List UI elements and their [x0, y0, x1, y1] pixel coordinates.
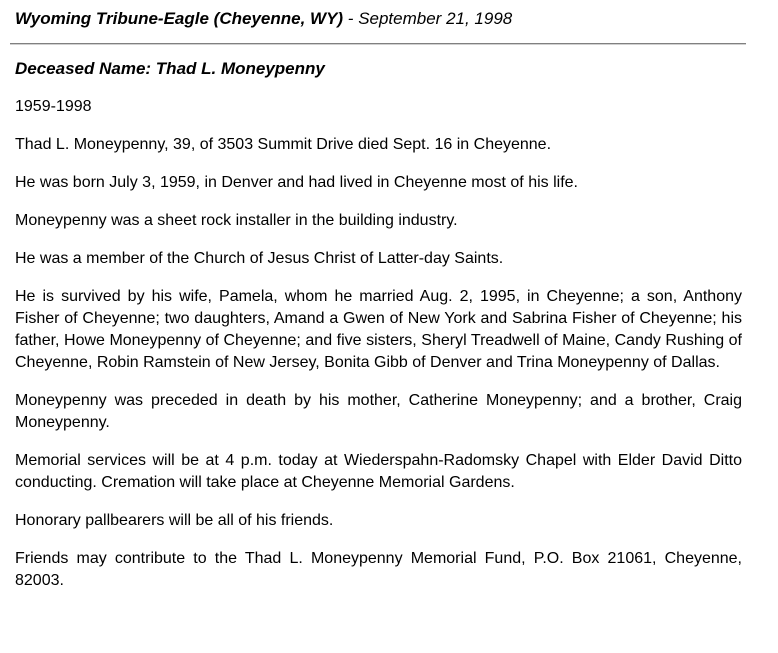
paragraph-occupation: Moneypenny was a sheet rock installer in the building industry.	[15, 212, 458, 229]
paragraph-pallbearers: Honorary pallbearers will be all of his friends.	[15, 512, 334, 529]
paragraph-birth: He was born July 3, 1959, in Denver and had lived in Cheyenne most of his life.	[15, 174, 578, 191]
publication-date: September 21, 1998	[358, 9, 513, 28]
publication-header	[15, 9, 512, 29]
paragraph-church: He was a member of the Church of Jesus Christ of Latter-day Saints.	[15, 250, 504, 267]
paragraph-death-notice: Thad L. Moneypenny, 39, of 3503 Summit Drive died Sept. 16 in Cheyenne.	[15, 136, 552, 153]
header-divider	[10, 43, 746, 45]
paragraph-memorial-fund: Friends may contribute to the Thad L. Moneypenny Memorial Fund, P.O. Box 21061, Cheyenne, 82003.	[15, 550, 742, 589]
obituary-body	[15, 58, 742, 608]
publication-source: Wyoming Tribune-Eagle (Cheyenne, WY)	[15, 9, 344, 28]
paragraph-services: Memorial services will be at 4 p.m. today at Wiederspahn-Radomsky Chapel with Elder David Ditto conducting. Cremation will take place at Cheyenne Memorial Gardens.	[15, 452, 742, 491]
header-separator: -	[343, 9, 359, 28]
deceased-name-heading: Deceased Name: Thad L. Moneypenny	[15, 59, 325, 78]
paragraph-preceded: Moneypenny was preceded in death by his mother, Catherine Moneypenny; and a brother, Craig Moneypenny.	[15, 392, 742, 431]
life-years: 1959-1998	[15, 98, 92, 115]
paragraph-survivors: He is survived by his wife, Pamela, whom he married Aug. 2, 1995, in Cheyenne; a son, Anthony Fisher of Cheyenne; two daughters, Amand a Gwen of New York and Sabrina Fisher of Cheyenne; his father, Howe Moneypenny of Cheyenne; and five sisters, Sheryl Treadwell of Maine, Candy Rushing of Cheyenne, Robin Ramstein of New Jersey, Bonita Gibb of Denver and Trina Moneypenny of Dallas.	[15, 288, 742, 371]
